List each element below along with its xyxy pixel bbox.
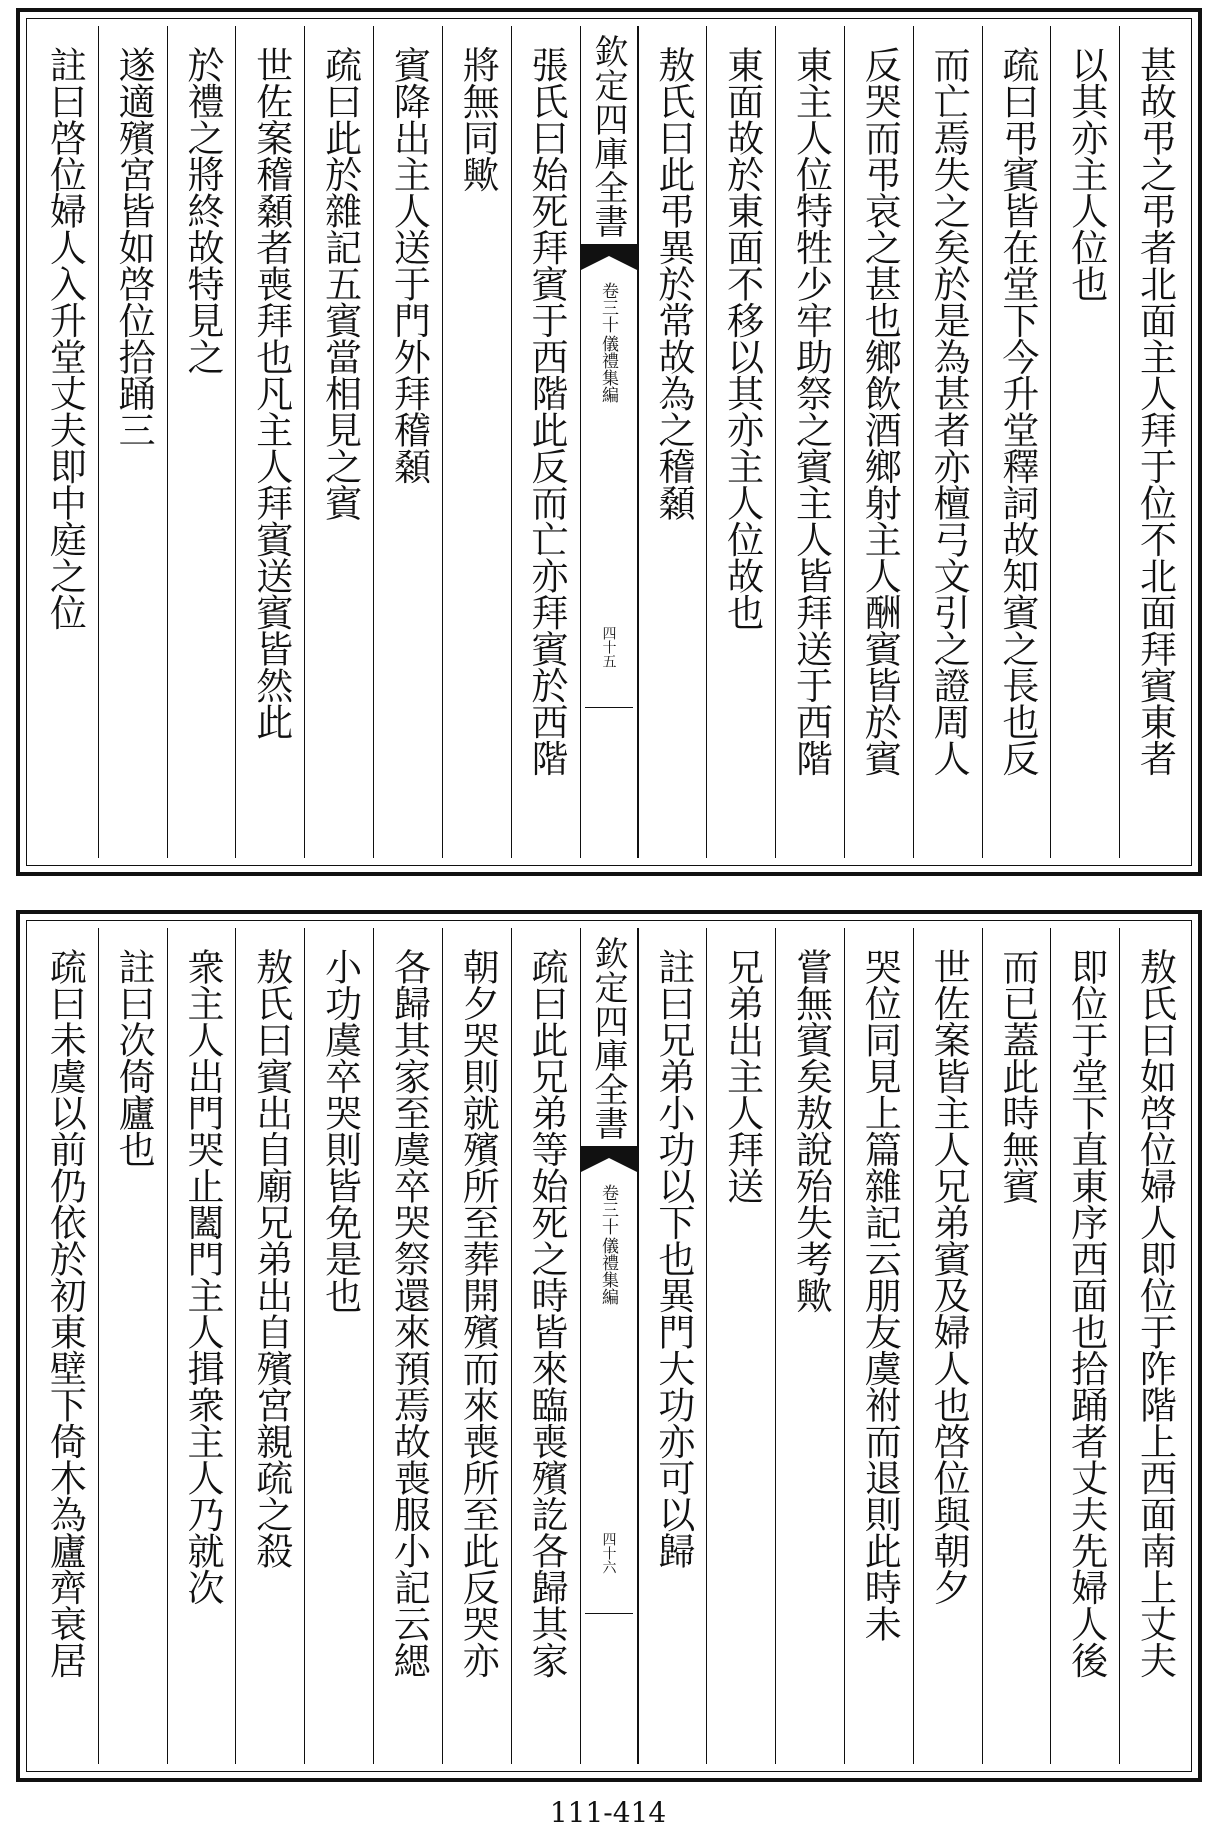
text-column: 以其亦主人位也 <box>1050 26 1119 858</box>
spine-book: 儀禮集編 <box>598 1237 618 1305</box>
spine-book: 儀禮集編 <box>598 335 618 403</box>
text-column: 而亡焉失之矣於是為甚者亦檀弓文引之證周人 <box>913 26 982 858</box>
spine-info <box>596 282 621 403</box>
text-column: 賓降出主人送于門外拜稽顙 <box>373 26 442 858</box>
bottom-page-columns <box>30 928 1188 1764</box>
spine-volume: 卷三十 <box>598 1184 618 1235</box>
text-column: 疏曰此兄弟等始死之時皆來臨喪殯訖各歸其家 <box>511 928 580 1764</box>
text-column: 而已蓋此時無賓 <box>982 928 1051 1764</box>
text-column: 疏曰未虞以前仍依於初東壁下倚木為廬齊衰居 <box>43 948 87 1678</box>
top-page <box>16 8 1202 876</box>
fishtail-mark-icon <box>581 244 637 270</box>
text-column: 反哭而弔哀之甚也鄉飲酒鄉射主人酬賓皆於賓 <box>844 26 913 858</box>
spine-rule <box>585 707 633 708</box>
top-page-columns <box>30 26 1188 858</box>
spine-page-number: 四十五 <box>600 626 617 668</box>
text-column: 世佐案稽顙者喪拜也凡主人拜賓送賓皆然此 <box>235 26 304 858</box>
text-column: 註曰啓位婦人入升堂丈夫即中庭之位 <box>43 46 87 630</box>
text-column: 即位于堂下直東序西面也拾踊者丈夫先婦人後 <box>1050 928 1119 1764</box>
text-column: 東主人位特牲少牢助祭之賓主人皆拜送于西階 <box>775 26 844 858</box>
spine-title: 欽定四庫全書 <box>588 34 628 238</box>
text-column: 敖氏曰賓出自廟兄弟出自殯宮親疏之殺 <box>235 928 304 1764</box>
text-column: 嘗無賓矣敖說殆失考歟 <box>775 928 844 1764</box>
spine-page-number: 四十六 <box>600 1532 617 1574</box>
text-column: 張氏曰始死拜賓于西階此反而亡亦拜賓於西階 <box>511 26 580 858</box>
text-column: 兄弟出主人拜送 <box>706 928 775 1764</box>
text-column: 註曰兄弟小功以下也異門大功亦可以歸 <box>638 928 707 1764</box>
center-spine <box>580 26 638 858</box>
text-column: 各歸其家至虞卒哭祭還來預焉故喪服小記云緦 <box>373 928 442 1764</box>
text-column: 東面故於東面不移以其亦主人位故也 <box>706 26 775 858</box>
text-column: 疏曰弔賓皆在堂下今升堂釋詞故知賓之長也反 <box>982 26 1051 858</box>
text-column: 於禮之將終故特見之 <box>167 26 236 858</box>
text-column: 將無同歟 <box>442 26 511 858</box>
spine-rule <box>585 1613 633 1614</box>
text-column: 敖氏曰如啓位婦人即位于阼階上西面南上丈夫 <box>1119 928 1188 1764</box>
text-column: 註曰次倚廬也 <box>98 928 167 1764</box>
text-column: 哭位同見上篇雜記云朋友虞祔而退則此時未 <box>844 928 913 1764</box>
bottom-page <box>16 910 1202 1782</box>
fishtail-mark-icon <box>581 1146 637 1172</box>
text-column: 小功虞卒哭則皆免是也 <box>304 928 373 1764</box>
text-column: 疏曰此於雜記五賓當相見之賓 <box>304 26 373 858</box>
spine-title: 欽定四庫全書 <box>588 936 628 1140</box>
text-column: 敖氏曰此弔異於常故為之稽顙 <box>638 26 707 858</box>
text-column: 世佐案皆主人兄弟賓及婦人也啓位與朝夕 <box>913 928 982 1764</box>
spine-volume: 卷三十 <box>598 282 618 333</box>
spine-info <box>596 1184 621 1305</box>
page-footer-number: 111-414 <box>549 1796 667 1829</box>
text-column: 朝夕哭則就殯所至葬開殯而來喪所至此反哭亦 <box>442 928 511 1764</box>
text-column: 遂適殯宮皆如啓位拾踊三 <box>98 26 167 858</box>
center-spine <box>580 928 638 1764</box>
text-column: 甚故弔之弔者北面主人拜于位不北面拜賓東者 <box>1119 26 1188 858</box>
text-column: 衆主人出門哭止闔門主人揖衆主人乃就次 <box>167 928 236 1764</box>
